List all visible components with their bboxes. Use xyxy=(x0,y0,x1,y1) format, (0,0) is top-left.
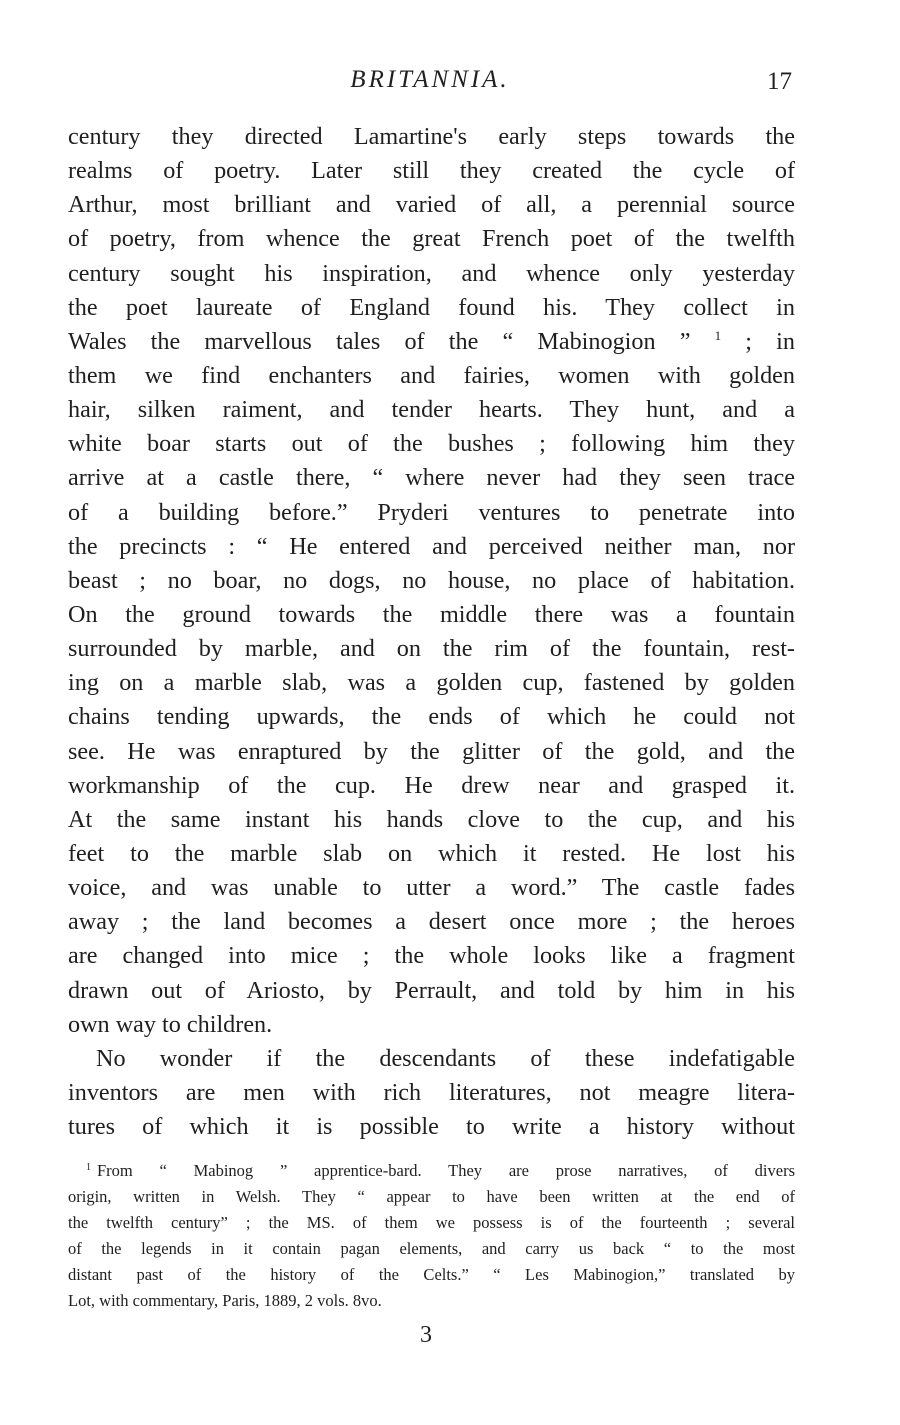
text-line: arrive at a castle there, “ where never had they seen trace xyxy=(68,464,795,492)
text-line: ing on a marble slab, was a golden cup, fastened by golden xyxy=(68,669,795,697)
text-line: On the ground towards the middle there was a fountain xyxy=(68,600,795,628)
text-line: century sought his inspiration, and whence only yesterday xyxy=(68,259,795,287)
text-line: feet to the marble slab on which it rested. He lost his xyxy=(68,839,795,867)
text-line: At the same instant his hands clove to the cup, and his xyxy=(68,805,795,833)
text-line: hair, silken raiment, and tender hearts. They hunt, and a xyxy=(68,396,795,424)
text-line: workmanship of the cup. He drew near and grasped it. xyxy=(68,771,795,799)
text-line: beast ; no boar, no dogs, no house, no place of habitation. xyxy=(68,566,795,594)
text-line-end: ; in xyxy=(745,327,795,355)
text-line-paragraph-end: own way to children. xyxy=(68,1010,273,1038)
footnote-line xyxy=(68,1158,795,1184)
text-line: of a building before.” Pryderi ventures to penetrate into xyxy=(68,498,795,526)
text-line: them we find enchanters and fairies, women with golden xyxy=(68,361,795,389)
text-line: are changed into mice ; the whole looks like a fragment xyxy=(68,942,795,970)
text-line: realms of poetry. Later still they created the cycle of xyxy=(68,157,795,185)
footnote-line: of the legends in it contain pagan elements, and carry us back “ to the most xyxy=(68,1239,795,1258)
text-line: white boar starts out of the bushes ; following him they xyxy=(68,430,795,458)
footnote-line: origin, written in Welsh. They “ appear to have been written at the end of xyxy=(68,1187,795,1206)
page-number: 17 xyxy=(767,68,792,95)
footnote xyxy=(68,1158,795,1314)
text-line-paragraph-start: No wonder if the descendants of these indefatigable xyxy=(96,1044,795,1072)
footnote-line: the twelfth century” ; the MS. of them we possess is of the fourteenth ; several xyxy=(68,1213,795,1232)
text-line: the precincts : “ He entered and perceived neither man, nor xyxy=(68,532,795,560)
running-head xyxy=(68,62,792,98)
text-line: voice, and was unable to utter a word.” The castle fades xyxy=(68,874,795,902)
footnote-number: 1 xyxy=(86,1161,91,1173)
signature-mark: 3 xyxy=(420,1322,432,1348)
text-line: inventors are men with rich literatures, not meagre litera- xyxy=(68,1078,795,1106)
text-line: of poetry, from whence the great French poet of the twelfth xyxy=(68,225,795,253)
text-line: see. He was enraptured by the glitter of the gold, and the xyxy=(68,737,795,765)
footnote-reference: 1 xyxy=(714,327,722,343)
footnote-line: Lot, with commentary, Paris, 1889, 2 vols. 8vo. xyxy=(68,1291,382,1310)
text-line-with-footnote-ref xyxy=(68,325,795,359)
text-line: century they directed Lamartine's early steps towards the xyxy=(68,123,795,150)
text-line: surrounded by marble, and on the rim of the fountain, rest- xyxy=(68,635,795,663)
footnote-line: distant past of the history of the Celts.” “ Les Mabinogion,” translated by xyxy=(68,1265,795,1284)
running-title: BRITANNIA. xyxy=(350,66,510,93)
text-line: Arthur, most brilliant and varied of all, a perennial source xyxy=(68,191,795,219)
body-text xyxy=(68,120,795,1144)
text-line: tures of which it is possible to write a history without xyxy=(68,1113,795,1141)
text-line: chains tending upwards, the ends of which he could not xyxy=(68,703,795,731)
footnote-text: From “ Mabinog ” apprentice-bard. They are prose narratives, of divers xyxy=(97,1161,795,1180)
text-line: away ; the land becomes a desert once more ; the heroes xyxy=(68,908,795,936)
text-line: the poet laureate of England found his. They collect in xyxy=(68,293,795,321)
text-line: drawn out of Ariosto, by Perrault, and told by him in his xyxy=(68,976,795,1004)
text-line-start: Wales the marvellous tales of the “ Mabinogion ” xyxy=(68,327,691,355)
